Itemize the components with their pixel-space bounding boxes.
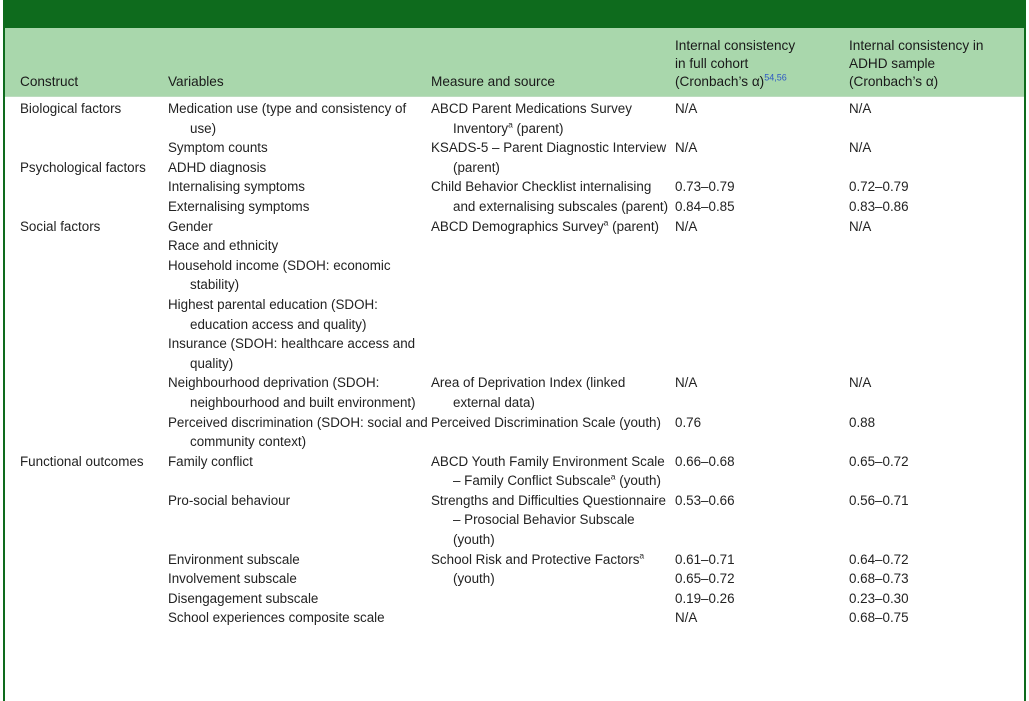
measure-cell (431, 550, 675, 628)
variable-label: ADHD diagnosis (168, 159, 267, 175)
measure-cell (431, 452, 675, 491)
table-body (5, 99, 1024, 628)
header-measure: Measure and source (431, 74, 555, 89)
measure-cell: KSADS-5 – Parent Diagnostic Interview (parent) (431, 140, 667, 175)
alpha-value: 0.64–0.72 (849, 551, 909, 567)
variable-label: Symptom counts (168, 140, 268, 156)
variable-cell: Medication use (type and consistency of use) (168, 101, 407, 136)
alpha-value: 0.84–0.85 (675, 198, 735, 214)
adhd-sample-cell: N/A (849, 101, 872, 116)
adhd-sample-cell (849, 177, 1024, 216)
variable-label: Household income (SDOH: economic stability) (168, 257, 391, 293)
full-cohort-cell: N/A (675, 140, 698, 156)
adhd-sample-cell: 0.88 (849, 414, 876, 430)
measure-text: ABCD Parent Medications Survey Inventory (431, 101, 632, 136)
table-top-bar (5, 0, 1024, 28)
alpha-value: 0.61–0.71 (675, 551, 735, 567)
table-row (5, 452, 1024, 491)
adhd-sample-cell: 0.65–0.72 (849, 453, 909, 469)
measure-suffix: (youth) (615, 473, 661, 489)
variable-label: School experiences composite scale (168, 610, 385, 626)
variable-label: Externalising symptoms (168, 198, 310, 214)
measure-suffix: (youth) (453, 571, 495, 587)
header-adhd-line1: Internal consistency in (849, 38, 984, 53)
table-row (5, 373, 1024, 412)
footnote-marker: a (508, 119, 513, 130)
alpha-value: N/A (675, 610, 698, 626)
footnote-marker: a (603, 217, 609, 228)
full-cohort-cell: N/A (675, 375, 698, 391)
measure-cell: Perceived Discrimination Scale (youth) (431, 414, 661, 430)
reference-link[interactable]: 54,56 (764, 72, 787, 83)
footnote-marker: a (639, 550, 645, 561)
variable-label: Highest parental education (SDOH: education access and quality) (168, 296, 378, 332)
variable-cell (168, 138, 431, 177)
variable-cell (168, 217, 431, 374)
measure-suffix: (parent) (608, 218, 659, 234)
header-construct: Construct (20, 74, 79, 89)
full-cohort-cell (675, 550, 849, 628)
full-cohort-cell: 0.76 (675, 414, 702, 430)
full-cohort-cell (675, 177, 849, 216)
measure-text: School Risk and Protective Factors (431, 551, 640, 567)
table-row (5, 413, 1024, 452)
measure-cell: Area of Deprivation Index (linked external data) (431, 375, 626, 410)
variable-cell: Family conflict (168, 453, 253, 469)
variable-cell: Neighbourhood deprivation (SDOH: neighbourhood and built environment) (168, 375, 416, 410)
full-cohort-cell: N/A (675, 101, 698, 116)
construct-label: Psychological factors (20, 159, 146, 175)
header-full-cohort (675, 37, 845, 91)
table-row (5, 217, 1024, 374)
measure-cell (431, 99, 675, 138)
measure-cell: Child Behavior Checklist internalising and externalising subscales (parent) (431, 179, 669, 214)
measure-cell: Strengths and Difficulties Questionnaire – Prosocial Behavior Subscale (youth) (431, 492, 666, 548)
construct-cell (5, 177, 168, 216)
construct-cell (5, 373, 168, 412)
full-cohort-cell: 0.66–0.68 (675, 453, 735, 469)
variable-label: Environment subscale (168, 551, 300, 567)
header-full-cohort-cronbach: (Cronbach’s α) (675, 74, 765, 89)
alpha-value: 0.65–0.72 (675, 571, 735, 587)
construct-cell (5, 413, 168, 452)
variable-label: Internalising symptoms (168, 179, 305, 195)
variable-label: Gender (168, 218, 213, 234)
variable-label: Involvement subscale (168, 571, 297, 587)
adhd-sample-cell: N/A (849, 140, 872, 156)
alpha-value: 0.23–0.30 (849, 590, 909, 606)
variable-cell (168, 177, 431, 216)
header-full-cohort-line3 (675, 73, 845, 91)
variable-label: Insurance (SDOH: healthcare access and quality) (168, 336, 416, 371)
construct-cell: Social factors (20, 218, 101, 234)
alpha-value: 0.68–0.75 (849, 610, 909, 626)
table-row (5, 491, 1024, 550)
variable-label: Race and ethnicity (168, 238, 279, 254)
header-adhd-line2: ADHD sample (849, 56, 936, 71)
variable-label: Disengagement subscale (168, 590, 319, 606)
table-row (5, 177, 1024, 216)
footnote-marker: a (610, 471, 616, 482)
variable-cell: Perceived discrimination (SDOH: social and community context) (168, 414, 428, 450)
full-cohort-cell: 0.53–0.66 (675, 492, 735, 508)
adhd-sample-cell: N/A (849, 218, 872, 234)
adhd-sample-cell: 0.56–0.71 (849, 492, 909, 508)
variable-cell: Pro-social behaviour (168, 492, 291, 508)
header-full-cohort-line2: in full cohort (675, 56, 749, 71)
full-cohort-cell: N/A (675, 218, 698, 234)
construct-cell: Biological factors (20, 101, 122, 116)
header-variables: Variables (168, 74, 224, 89)
header-adhd-sample (849, 37, 1024, 91)
measure-text: ABCD Demographics Survey (431, 218, 604, 234)
table-row (5, 550, 1024, 628)
construct-cell (5, 550, 168, 628)
adhd-sample-cell: N/A (849, 375, 872, 391)
header-adhd-line3: (Cronbach’s α) (849, 74, 939, 89)
table-header-row (5, 28, 1024, 96)
table-frame (3, 0, 1026, 701)
construct-cell (5, 138, 168, 177)
alpha-value: 0.83–0.86 (849, 198, 909, 214)
adhd-sample-cell (849, 550, 1024, 628)
construct-cell (5, 491, 168, 550)
alpha-value: 0.73–0.79 (675, 179, 735, 195)
header-full-cohort-line1: Internal consistency (675, 38, 796, 53)
alpha-value: 0.68–0.73 (849, 571, 909, 587)
measure-text: ABCD Youth Family Environment Scale – Family Conflict Subscale (431, 453, 665, 489)
table-row (5, 138, 1024, 177)
measure-cell (431, 217, 675, 374)
measure-suffix: (parent) (512, 120, 564, 136)
header-divider (5, 96, 1024, 97)
alpha-value: 0.72–0.79 (849, 179, 909, 195)
table-row (5, 99, 1024, 138)
construct-cell: Functional outcomes (20, 453, 144, 469)
variable-cell (168, 550, 431, 628)
alpha-value: 0.19–0.26 (675, 590, 735, 606)
